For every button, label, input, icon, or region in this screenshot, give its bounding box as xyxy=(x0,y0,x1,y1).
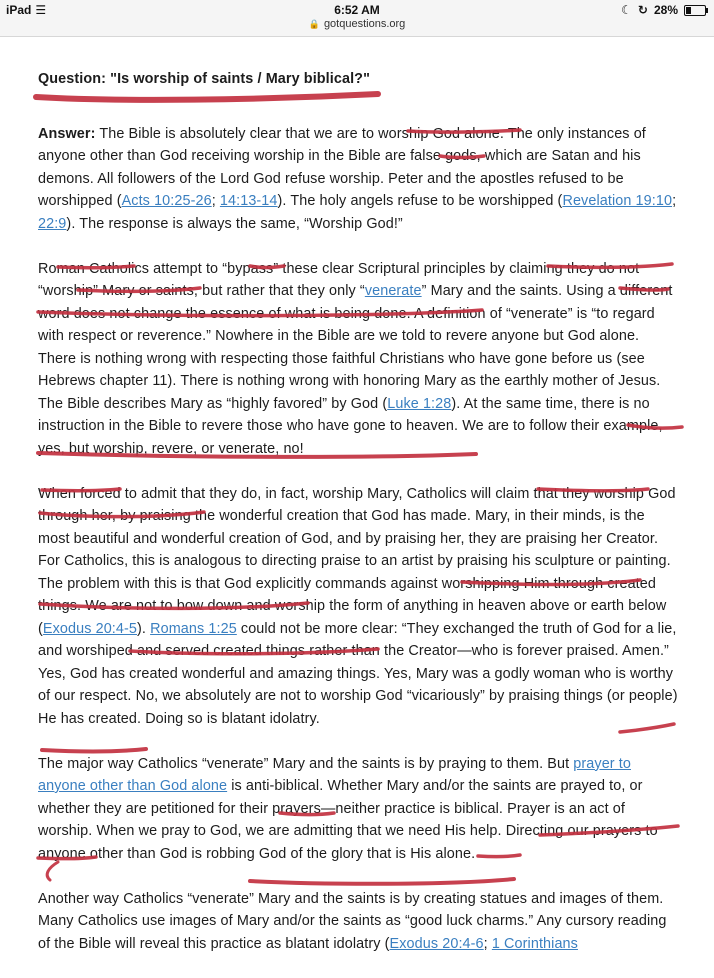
text: ; xyxy=(483,935,492,952)
link-venerate[interactable]: venerate xyxy=(364,283,422,299)
address-bar[interactable] xyxy=(0,18,714,37)
text: Roman Catholics attempt to “bypass” these clear Scriptural principles by claiming they do not “worship” Mary or saints, but rather that they only “ xyxy=(38,260,640,299)
text: is anti-biblical. Whether Mary and/or the saints are prayed to, or whether they are petitioned for their prayers—neither practice is biblical. Prayer is an act of worship. When we pray to God, we are admitting that we need His help. Directing our prayers to anyone other than God is robbing God of the glory that is His alone. xyxy=(38,778,658,862)
answer-label: Answer: xyxy=(38,125,96,142)
link-exodus-20-4-5[interactable]: Exodus 20:4-5 xyxy=(42,620,138,637)
clock: 6:52 AM xyxy=(334,3,380,17)
status-bar xyxy=(0,0,714,18)
article-content xyxy=(38,68,678,978)
text: The Bible is absolutely clear that we are to worship God alone. The only instances of anyone other than God receiving worship in the Bible are false gods, which are Satan and his demons. All followers of the Lord God refuse worship. Peter and the apostles refused to be worshipped ( xyxy=(38,125,646,209)
paragraph-3 xyxy=(38,483,678,731)
text: ). The holy angels refuse to be worshipped ( xyxy=(277,193,563,209)
link-prayer-to-anyone[interactable]: prayer to anyone other than God alone xyxy=(38,755,631,794)
text: ; xyxy=(672,193,677,209)
text: could not be more clear: “They exchanged the truth of God for a lie, and worshiped and served created things rather than the Creator—who is forever praised. Amen.” Yes, God has created wonderful and amazing things. Yes, Mary was a godly woman who is worthy of our respect. No, we absolutely are not to worship God “vicariously” by praising things (or people) He has created. Doing so is blatant idolatry. xyxy=(38,620,678,727)
paragraph-4 xyxy=(38,753,678,866)
device-label: iPad ☰ xyxy=(6,3,47,17)
url-text[interactable]: gotquestions.org xyxy=(323,18,406,30)
link-acts-14-13[interactable]: 14:13-14 xyxy=(219,193,278,209)
text: ; xyxy=(211,193,220,209)
text: ). At the same time, there is no instruction in the Bible to revere those who have gone to heaven. We are to follow their example, yes, but worship, revere, or venerate, no! xyxy=(38,395,663,457)
question-heading: Question: "Is worship of saints / Mary biblical?" xyxy=(38,71,370,87)
moon-icon: ☾ xyxy=(621,3,632,17)
rotation-lock-icon: ↻ xyxy=(637,3,648,17)
paragraph-2 xyxy=(38,258,678,461)
lock-icon: 🔒 xyxy=(308,19,320,29)
battery-icon xyxy=(684,5,706,16)
text: When forced to admit that they do, in fact, worship Mary, Catholics will claim that they worship God through her, by praising the wonderful creation that God has made. Mary, in their minds, is the most beautiful and wonderful creation of God, and by praising her, they are praising her Creator. For Catholics, this is analogous to directing praise to an artist by praising his sculpture or painting. The problem with this is that God explicitly commands against worshipping Him through created things. We are not to bow down and worship the form of anything in heaven above or earth below ( xyxy=(38,485,676,637)
link-exodus-20-4-6[interactable]: Exodus 20:4-6 xyxy=(389,935,484,952)
text: ” Mary and the saints. Using a different word does not change the essence of what is being done. A definition of “venerate” is “to regard with respect or reverence.” Nowhere in the Bible are we told to revere anyone but God alone. There is nothing wrong with respecting those faithful Christians who have gone before us (see Hebrews chapter 11). There is nothing wrong with honoring Mary as the earthly mother of Jesus. The Bible describes Mary as “highly favored” by God ( xyxy=(38,283,673,412)
link-luke-1-28[interactable]: Luke 1:28 xyxy=(387,395,452,412)
paragraph-1 xyxy=(38,123,678,236)
text: Another way Catholics “venerate” Mary and the saints is by creating statues and images of them. Many Catholics use images of Mary and/or the saints as “good luck charms.” Any cursory reading of the Bible will reveal this practice as blatant idolatry ( xyxy=(38,890,667,952)
battery-percent: 28% xyxy=(653,3,678,17)
wifi-icon: ☰ xyxy=(35,3,47,17)
link-revelation-19-10[interactable]: Revelation 19:10 xyxy=(562,193,673,209)
text: The major way Catholics “venerate” Mary and the saints is by praying to them. But xyxy=(38,755,574,772)
link-revelation-22-9[interactable]: 22:9 xyxy=(38,215,67,232)
link-1-corinthians[interactable]: 1 Corinthians xyxy=(491,935,578,952)
paragraph-5 xyxy=(38,888,678,956)
text: ). The response is always the same, “Worship God!” xyxy=(66,215,403,232)
link-romans-1-25[interactable]: Romans 1:25 xyxy=(150,620,237,637)
text: ). xyxy=(137,620,151,637)
link-acts-10-25[interactable]: Acts 10:25-26 xyxy=(121,193,212,209)
